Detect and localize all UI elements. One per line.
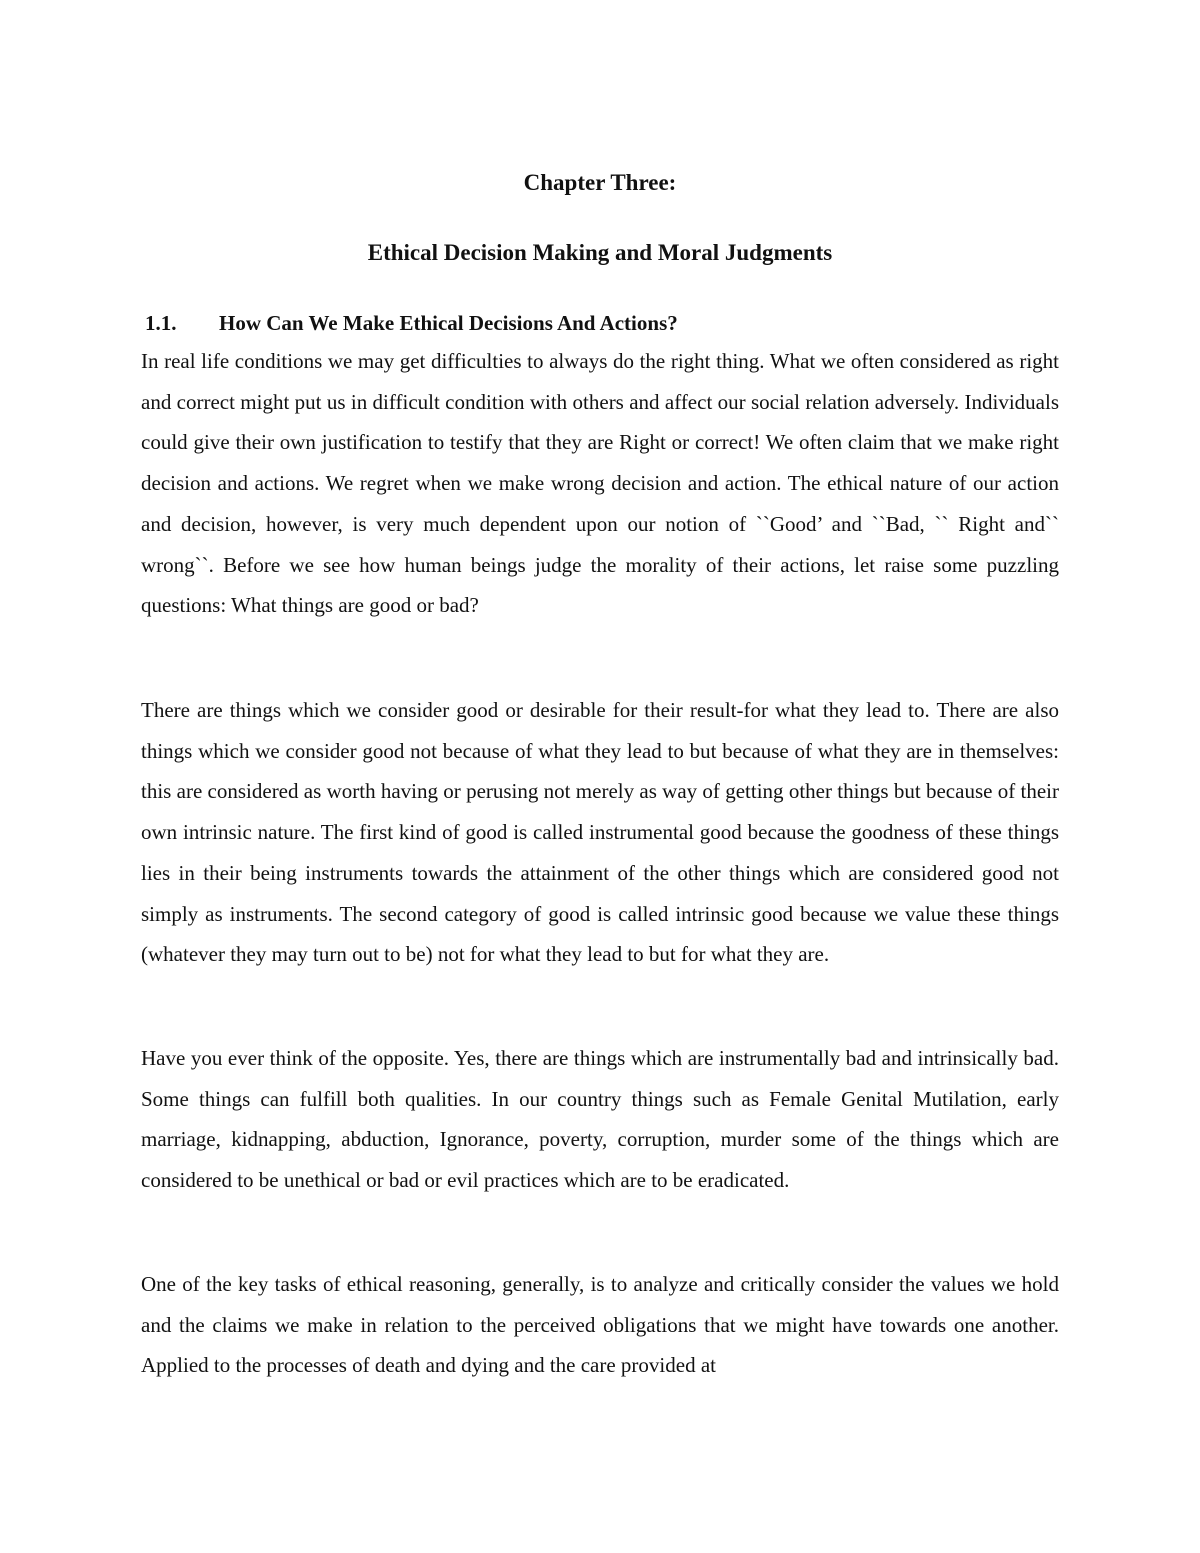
chapter-subtitle: Ethical Decision Making and Moral Judgments bbox=[367, 240, 833, 265]
paragraph-1: In real life conditions we may get difficulties to always do the right thing. What we often considered as right and correct might put us in difficult condition with others and affect our social relation adversely. Individuals could give their own justification to testify that they are Right or correct! We often claim that we make right decision and actions. We regret when we make wrong decision and action. The ethical nature of our action and decision, however, is very much dependent upon our notion of ``Good’ and ``Bad, `` Right and`` wrong``. Before we see how human beings judge the morality of their actions, let raise some puzzling questions: What things are good or bad? bbox=[141, 349, 1059, 618]
section-title: How Can We Make Ethical Decisions And Actions? bbox=[219, 311, 678, 335]
paragraph-4: One of the key tasks of ethical reasoning, generally, is to analyze and critically consider the values we hold and the claims we make in relation to the perceived obligations that we might have towards one another. Applied to the processes of death and dying and the care provided at bbox=[141, 1272, 1059, 1378]
section-number: 1.1. bbox=[145, 311, 177, 335]
paragraph-3: Have you ever think of the opposite. Yes, there are things which are instrumentally bad and intrinsically bad. Some things can fulfill both qualities. In our country things such as Female Genital Mutilation, early marriage, kidnapping, abduction, Ignorance, poverty, corruption, murder some of the things which are considered to be unethical or bad or evil practices which are to be eradicated. bbox=[141, 1046, 1059, 1193]
paragraph-2: There are things which we consider good or desirable for their result-for what they lead to. There are also things which we consider good not because of what they lead to but because of what they are in themselves: this are considered as worth having or perusing not merely as way of getting other things but because of their own intrinsic nature. The first kind of good is called instrumental good because the goodness of these things lies in their being instruments towards the attainment of the other things which are considered good not simply as instruments. The second category of good is called intrinsic good because we value these things (whatever they may turn out to be) not for what they lead to but for what they are. bbox=[141, 698, 1059, 967]
chapter-title: Chapter Three: bbox=[523, 170, 677, 195]
section-heading bbox=[145, 306, 678, 340]
